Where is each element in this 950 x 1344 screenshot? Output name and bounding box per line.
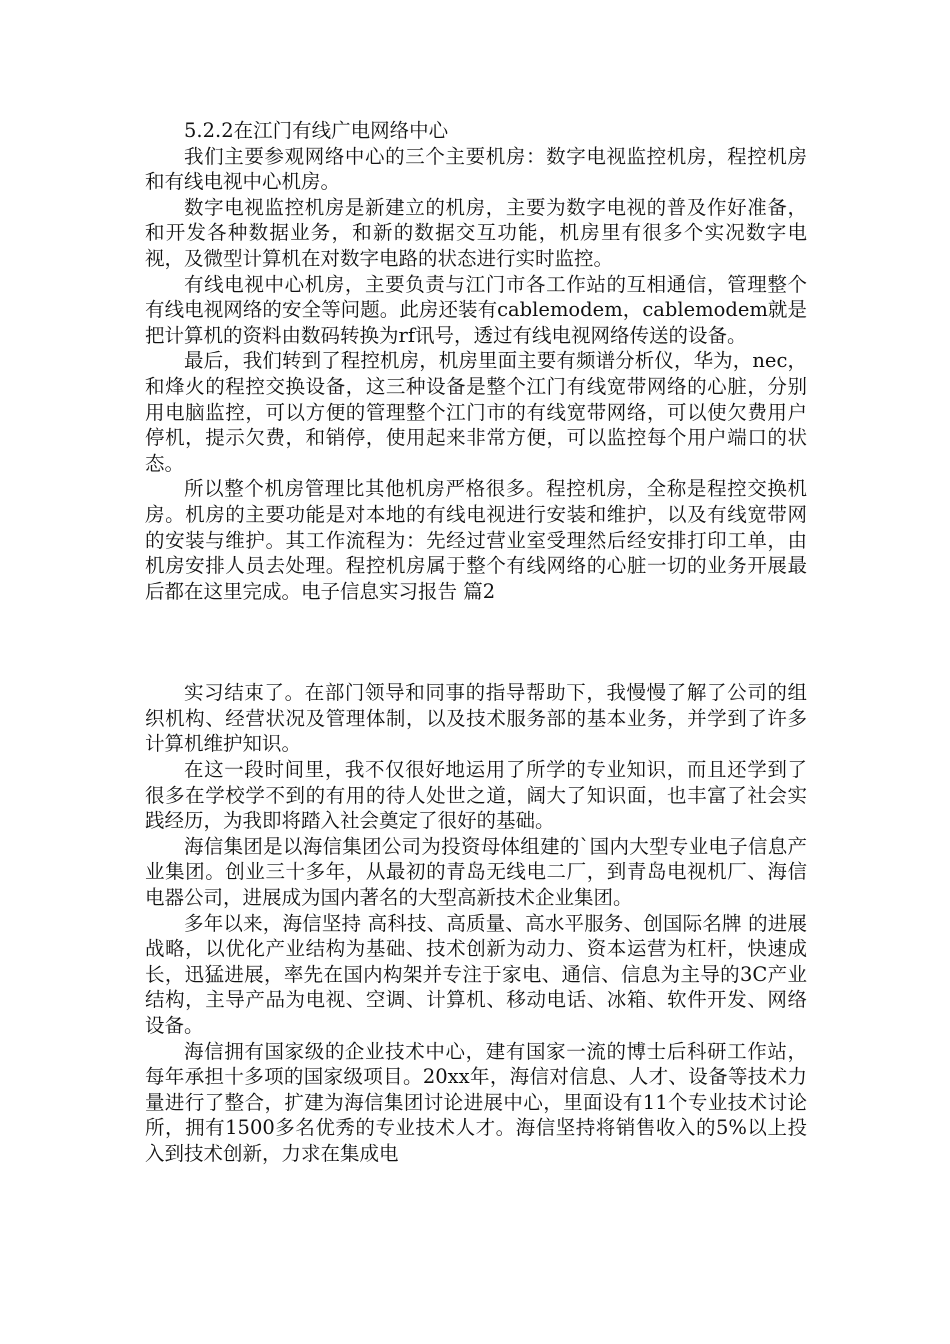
paragraph: 我们主要参观网络中心的三个主要机房：数字电视监控机房，程控机房和有线电视中心机房。 xyxy=(145,144,807,194)
section-heading: 5.2.2在江门有线广电网络中心 xyxy=(184,119,449,142)
paragraph: 多年以来，海信坚持 高科技、高质量、高水平服务、创国际名牌 的进展战略，以优化产业结构为基础、技术创新为动力、资本运营为杠杆，快速成长，迅猛进展，率先在国内构架并专注于家电、通信、信息为主导的3C产业结构，主导产品为电视、空调、计算机、移动电话、冰箱、软件开发、网络设备。 xyxy=(145,911,807,1037)
paragraph: 在这一段时间里，我不仅很好地运用了所学的专业知识，而且还学到了很多在学校学不到的有用的待人处世之道，阔大了知识面，也丰富了社会实践经历，为我即将踏入社会奠定了很好的基础。 xyxy=(145,758,807,833)
document-page xyxy=(145,118,807,1167)
paragraph: 数字电视监控机房是新建立的机房，主要为数字电视的普及作好准备，和开发各种数据业务，和新的数据交互功能，机房里有很多个实况数字电视，及微型计算机在对数字电路的状态进行实时监控。 xyxy=(145,195,807,270)
paragraph: 海信拥有国家级的企业技术中心，建有国家一流的博士后科研工作站，每年承担十多项的国家级项目。20xx年，海信对信息、人才、设备等技术力量进行了整合，扩建为海信集团讨论进展中心，里面设有11个专业技术讨论所，拥有1500多名优秀的专业技术人才。海信坚持将销售收入的5%以上投入到技术创新，力求在集成电 xyxy=(145,1039,807,1165)
paragraph: 所以整个机房管理比其他机房严格很多。程控机房，全称是程控交换机房。机房的主要功能是对本地的有线电视进行安装和维护，以及有线宽带网的安装与维护。其工作流程为：先经过营业室受理然后经安排打印工单，由机房安排人员去处理。程控机房属于整个有线网络的心脏一切的业务开展最后都在这里完成。电子信息实习报告 篇2 xyxy=(145,477,807,603)
paragraph: 有线电视中心机房，主要负责与江门市各工作站的互相通信，管理整个有线电视网络的安全等问题。此房还装有cablemodem，cablemodem就是把计算机的资料由数码转换为rf讯号，透过有线电视网络传送的设备。 xyxy=(145,272,807,347)
paragraph: 最后，我们转到了程控机房，机房里面主要有频谱分析仪，华为，nec，和烽火的程控交换设备，这三种设备是整个江门有线宽带网络的心脏，分别用电脑监控，可以方便的管理整个江门市的有线宽带网络，可以使欠费用户停机，提示欠费，和销停，使用起来非常方便，可以监控每个用户端口的状态。 xyxy=(145,349,807,475)
paragraph: 海信集团是以海信集团公司为投资母体组建的`国内大型专业电子信息产业集团。创业三十多年，从最初的青岛无线电二厂，到青岛电视机厂、海信电器公司，进展成为国内著名的大型高新技术企业集团。 xyxy=(145,834,807,910)
paragraph: 实习结束了。在部门领导和同事的指导帮助下，我慢慢了解了公司的组织机构、经营状况及管理体制，以及技术服务部的基本业务，并学到了许多计算机维护知识。 xyxy=(145,681,807,756)
section-gap xyxy=(145,604,807,680)
